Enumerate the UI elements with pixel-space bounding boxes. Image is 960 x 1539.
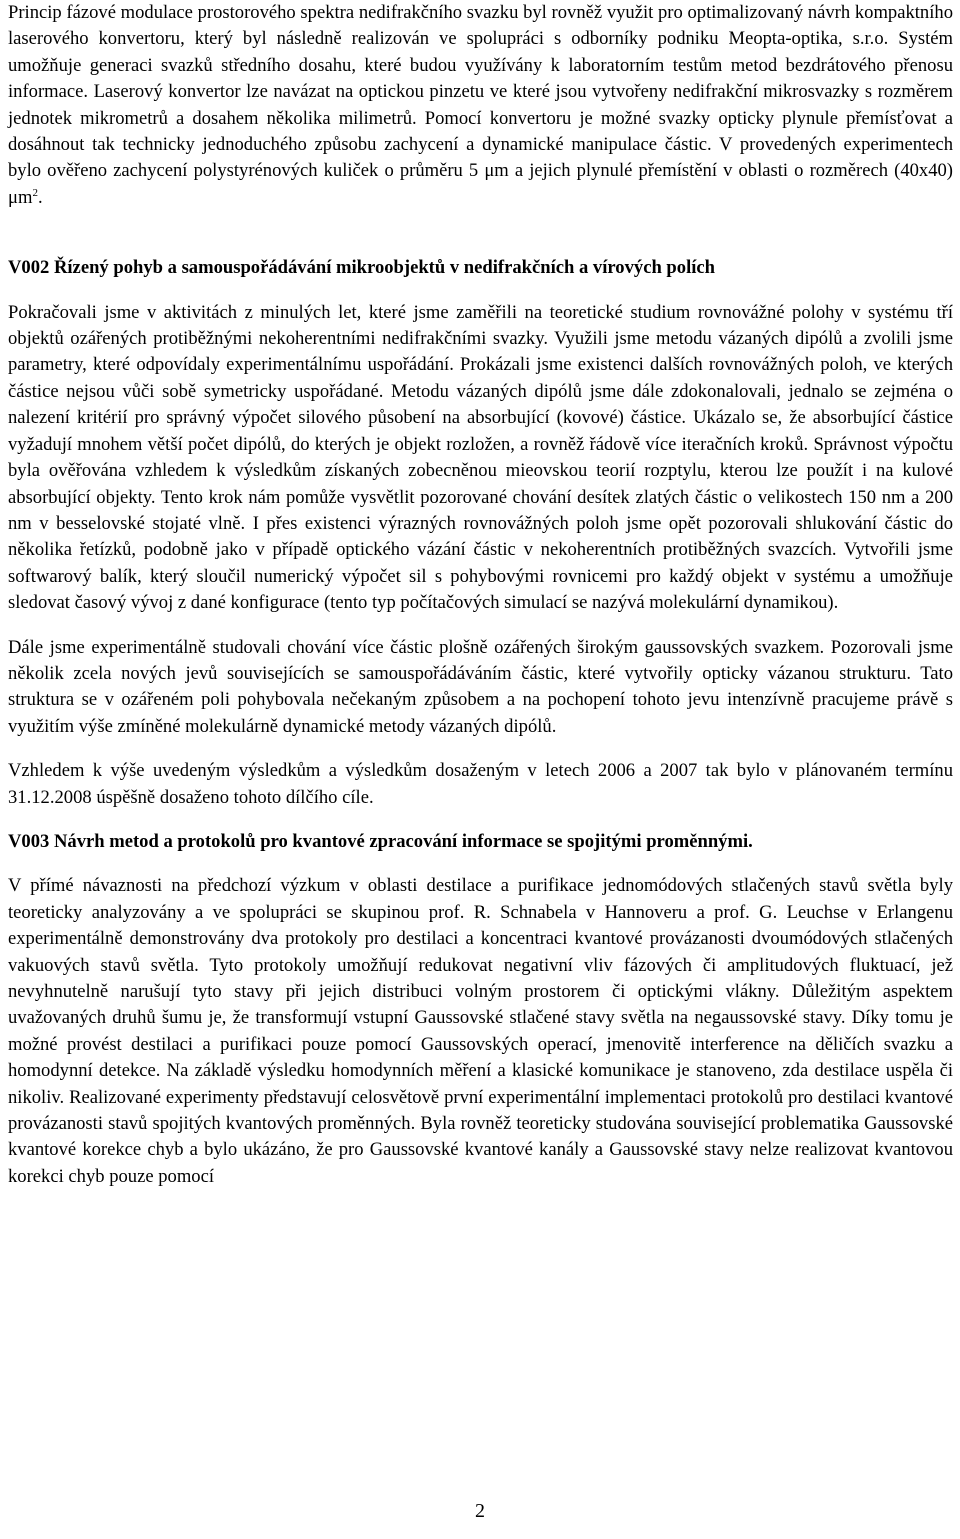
v003-paragraph-1: V přímé návaznosti na předchozí výzkum v oblasti destilace a purifikace jednomódových stlačených stavů světla byly teoreticky analyzovány a ve spolupráci se skupinou prof. R. Schnabela v Hannoveru a prof. G. Leuchse v Erlangenu experimentálně demonstrovány dva protokoly pro destilaci a koncentraci kvantové provázanosti dvoumódových stlačených vakuových stavů světla. Tyto protokoly umožňují redukovat negativní vliv fázových či amplitudových fluktuací, jež nevyhnutelně narušují tyto stavy při jejich distribuci volným prostorem či optickými vlákny. Důležitým aspektem uvažovaných druhů šumu je, že transformují vstupní Gaussovské stlačené stavy světla na negaussovské stavy. Díky tomu je možné provést destilaci a purifikaci pouze pomocí Gaussovských operací, jmenovitě interference na děličích svazku a homodynní detekce. Na základě výsledku homodynních měření a klasické komunikace je stanoveno, zda destilace uspěla či nikoliv. Realizované experimenty představují celosvětově první experimentální implementaci protokolů pro destilaci kvantové provázanosti stavů spojitých kvantových proměnných. Byla rovněž teoreticky studována související problematika Gaussovské kvantové korekce chyb a bylo ukázáno, že pro Gaussovské kvantové kanály a Gaussovské stavy nelze realizovat kvantovou korekci chyb pouze pomocí — [8, 875, 953, 1187]
intro-paragraph — [8, 0, 953, 211]
page-number: 2 — [475, 1500, 485, 1522]
spacer — [8, 855, 953, 873]
v002-paragraph-1: Pokračovali jsme v aktivitách z minulých let, které jsme zaměřili na teoretické studium rovnovážné polohy v systému tří objektů ozářených protiběžnými nekoherentními nedifrakčními svazky. Využili jsme metodu vázaných dipólů a zvolili jsme parametry, které odpovídaly experimentálnímu uspořádání. Prokázali jsme existenci dalších rovnovážných poloh, ve kterých částice nejsou vůči sobě symetricky uspořádané. Metodu vázaných dipólů jsme dále zdokonalovali, jednalo se zejména o nalezení kritérií pro správný výpočet silového působení na absorbující (kovové) částice. Ukázalo se, že absorbující částice vyžadují mnohem větší počet dipólů, do kterých je objekt rozložen, a rovněž řádově více iteračních kroků. Správnost výpočtu byla ověřována vzhledem k výsledkům získaných zobecněnou mieovskou teorií rozptylu, kterou lze použít i na kulové absorbující objekty. Tento krok nám pomůže vysvětlit pozorované chování desítek zlatých částic o velikostech 150 nm a 200 nm v besselovské stojaté vlně. I přes existenci výrazných rovnovážných poloh jsme opět pozorovali shlukování částic do několika řetízků, podobně jako v případě optického vázání částic v nekoherentních protiběžných svazcích. Vytvořili jsme softwarový balík, který sloučil numerický výpočet sil s pohybovými rovnicemi pro každý objekt v systému a umožňuje sledovat časový vývoj z dané konfigurace (tento typ počítačových simulací se nazývá molekulární dynamikou). — [8, 301, 953, 614]
section-v002-heading: V002 Řízený pohyb a samouspořádávání mikroobjektů v nedifrakčních a vírových polích — [8, 257, 715, 279]
spacer — [8, 740, 953, 758]
spacer — [8, 282, 953, 300]
spacer — [8, 617, 953, 635]
section-v003-heading: V003 Návrh metod a protokolů pro kvantové zpracování informace se spojitými proměnnými. — [8, 830, 753, 852]
intro-superscript: 2 — [32, 186, 38, 199]
v002-paragraph-3: Vzhledem k výše uvedeným výsledkům a výsledkům dosaženým v letech 2006 a 2007 tak bylo v plánovaném termínu 31.12.2008 úspěšně dosaženo tohoto dílčího cíle. — [8, 760, 953, 808]
spacer — [8, 211, 953, 255]
document-page — [8, 0, 953, 1190]
intro-text: Princip fázové modulace prostorového spektra nedifrakčního svazku byl rovněž využit pro optimalizovaný návrh kompaktního laserového konvertoru, který byl následně realizován ve spolupráci s odborníky podniku Meopta-optika, s.r.o. Systém umožňuje generaci svazků středního dosahu, které budou využívány k laboratorním testům metod bezdrátového přenosu informace. Laserový konvertor lze navázat na optickou pinzetu ve které jsou vytvořeny nedifrakční mikrosvazky s rozměrem jednotek mikrometrů a dosahem několika milimetrů. Pomocí konvertoru je možné svazky opticky plynule přemísťovat a dosáhnout tak technicky jednoduchého způsobu zachycení a dynamické manipulace částic. V provedených experimentech bylo ověřeno zachycení polystyrénových kuliček o průměru 5 μm a jejich plynulé přemístění v oblasti o rozměrech (40x40) μm — [8, 2, 953, 208]
spacer — [8, 811, 953, 829]
v002-paragraph-2: Dále jsme experimentálně studovali chování více částic plošně ozářených širokým gaussovských svazkem. Pozorovali jsme několik zcela nových jevů souvisejících se samouspořádáváním částic, které vytvořily opticky vázanou strukturu. Tato struktura se v ozářeném poli pohybovala nečekaným způsobem a na pochopení tohoto jevu intenzívně pracujeme právě s využitím výše zmíněné molekulárně dynamické metody vázaných dipólů. — [8, 636, 953, 737]
intro-end: . — [37, 186, 43, 208]
